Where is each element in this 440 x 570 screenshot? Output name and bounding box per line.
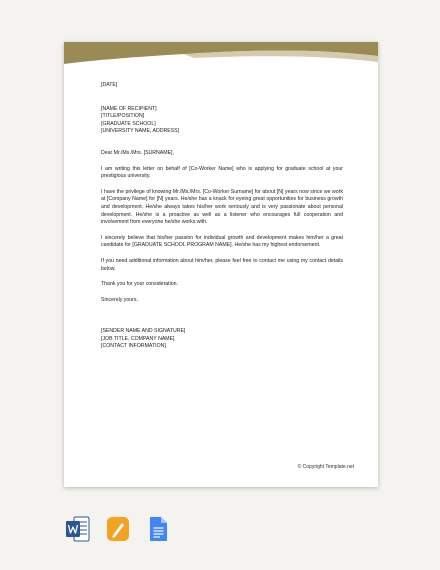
recipient-name: [NAME OF RECIPIENT] (101, 105, 157, 112)
recipient-address: [UNIVERSITY NAME, ADDRESS] (101, 128, 180, 135)
paragraph-intro: I am writing this letter on behalf of [Co-Worker Name] who is applying for graduate school at your prestigious university. (101, 165, 343, 180)
letter-date: [DATE] (101, 82, 118, 88)
recipient-school: [GRADUATE SCHOOL] (101, 120, 156, 127)
sender-block (101, 328, 343, 351)
sender-title: [JOB TITLE, COMPANY NAME] (101, 335, 175, 342)
recipient-block (101, 106, 343, 136)
closing: Sincerely yours, (101, 296, 138, 303)
paragraph-endorsement: I sincerely believe that his/her passion for individual growth and development makes him/her a great candidate for [GRADUATE SCHOOL PROGRAM NAME]. He/she has my highest endorsement. (101, 234, 343, 249)
copyright-notice: © Copyright Template.net (297, 464, 354, 470)
recipient-title: [TITLE/POSITION] (101, 113, 145, 120)
word-icon[interactable] (66, 516, 90, 542)
letter-body (101, 82, 343, 359)
sender-name: [SENDER NAME AND SIGNATURE] (101, 328, 186, 335)
app-format-icons (66, 516, 170, 542)
paragraph-contact: If you need additional information about him/her, please feel free to contact me using my contact details below. (101, 257, 343, 272)
paragraph-thanks: Thank you for your consideration. (101, 281, 178, 288)
sender-contact: [CONTACT INFORMATION] (101, 343, 166, 350)
pages-icon[interactable] (106, 516, 130, 542)
salutation: Dear Mr./Ms./Mrs. [SURNAME], (101, 149, 174, 156)
header-band (64, 42, 378, 72)
paragraph-relationship: I have the privilege of knowing Mr./Ms./Mrs. [Co-Worker Surname] for about [N] years now since we work at [Company Name] for [N] years. He/she has a knack for eyeing great opportunities for business growth and development. He/she always takes his/her work seriously and is very passionate about personal development. He/she is a proactive as well as a listener who encourages full cooperation and involvement from everyone he/she works with. (101, 188, 343, 226)
letter-page (64, 42, 378, 487)
google-docs-icon[interactable] (146, 516, 170, 542)
